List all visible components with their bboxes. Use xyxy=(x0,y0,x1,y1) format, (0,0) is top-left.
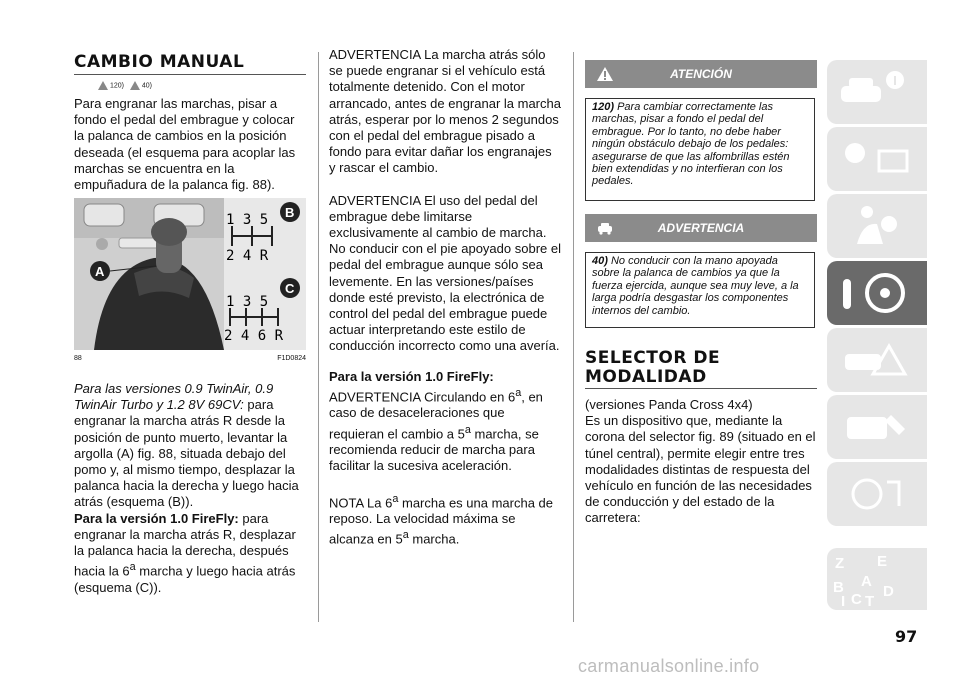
versions-label: Para las versiones 0.9 TwinAir, 0.9 TwinAir Turbo y 1.2 8V 69CV: xyxy=(74,381,274,413)
index-tab-safety[interactable] xyxy=(827,194,927,258)
letter-b: B xyxy=(833,579,844,596)
heading-line-2: MODALIDAD xyxy=(585,367,707,387)
column-3-bottom xyxy=(585,397,817,527)
letter-c: C xyxy=(851,591,862,608)
firefly-label: Para la versión 1.0 FireFly: xyxy=(74,510,239,526)
firefly-text-end: marcha y luego hacia atrás (esquema (C)). xyxy=(74,563,296,595)
attention-ref: 120) xyxy=(592,101,615,113)
warning-refs xyxy=(98,81,152,90)
subheading-firefly: Para la versión 1.0 FireFly: xyxy=(329,368,494,384)
heading-line-1: SELECTOR DE xyxy=(585,348,721,368)
column-1-bottom xyxy=(74,381,306,596)
warning-triangle-icon xyxy=(597,67,613,84)
car-warning-icon xyxy=(597,221,613,238)
note-sup-1: a xyxy=(392,492,399,505)
paragraph-engage-gears: Para engranar las marchas, pisar a fondo el pedal del embrague y colocar la palanca de cambios en la posición deseada (el esquema para acoplar las marchas se encuentra en la empuñadura de la palanca fig. 88). xyxy=(74,96,296,193)
text-c: marcha, se recomienda reducir de marcha para facilitar la sucesiva aceleración. xyxy=(329,425,539,474)
note-a: NOTA La 6 xyxy=(329,494,393,510)
ref-120: 120) xyxy=(110,82,125,90)
warning-header xyxy=(585,214,817,242)
paragraph-warning-clutch: ADVERTENCIA El uso del pedal del embrague debe limitarse exclusivamente al cambio de marcha. No conducir con el pie apoyado sobre el pedal del embrague aunque sólo sea levemente. En las versiones/países donde esté previsto, la electrónica de control del pedal del embrague puede actuar interpretando este estilo de conducción incorrecto como una avería. xyxy=(329,192,561,354)
firefly-text: para engranar la marcha atrás R, desplazar la palanca hacia la derecha, después hacia la 6 xyxy=(74,510,296,579)
note-b: marcha es una marcha de reposo. La velocidad máxima se alcanza en 5 xyxy=(329,494,554,547)
index-tab-car-info[interactable] xyxy=(827,60,927,124)
column-divider-2 xyxy=(573,52,574,622)
attention-text: Para cambiar correctamente las marchas, pisar a fondo el pedal del embrague. Por lo tanto, no debe haber ningún obstáculo debajo de los pedales: asegurarse de que las alfombrillas estén bien extendidas y no interfieran con los pedales. xyxy=(592,101,790,188)
index-tab-emergency[interactable] xyxy=(827,328,927,392)
selector-heading xyxy=(585,349,720,387)
gearshift-illustration xyxy=(74,198,306,350)
page-number: 97 xyxy=(895,627,918,646)
paragraph-selector: Es un dispositivo que, mediante la corona del selector fig. 89 (situado en el túnel central), permite elegir entre tres modalidades distintas de respuesta del vehículo en función de las necesidades de conducción y del estado de la carretera: xyxy=(585,413,816,526)
index-tab-multimedia[interactable] xyxy=(827,462,927,526)
figure-caption xyxy=(74,355,306,362)
letter-t: T xyxy=(865,593,875,610)
multimedia-icon xyxy=(827,462,927,526)
label-a: A xyxy=(95,264,105,279)
column-2 xyxy=(329,47,561,548)
attention-title: ATENCIÓN xyxy=(670,67,732,81)
column-divider-1 xyxy=(318,52,319,622)
letter-d: D xyxy=(883,583,894,600)
warning-title: ADVERTENCIA xyxy=(657,221,745,235)
warning-triangle-icon xyxy=(98,81,108,90)
warning-ref: 40) xyxy=(592,255,608,267)
section-title: CAMBIO MANUAL xyxy=(74,52,245,72)
label-b: B xyxy=(285,205,295,220)
sup-a: a xyxy=(129,561,136,574)
sup-2: a xyxy=(464,423,471,436)
maintenance-icon xyxy=(827,395,927,459)
figure-88 xyxy=(74,198,306,350)
index-tab-maintenance[interactable] xyxy=(827,395,927,459)
attention-header xyxy=(585,60,817,88)
note-c: marcha. xyxy=(408,531,460,547)
heading-rule xyxy=(585,388,817,389)
figure-code: F1D0824 xyxy=(277,355,306,362)
figure-number: 88 xyxy=(74,355,82,362)
warning-lights-icon xyxy=(827,127,927,191)
paragraph-warning-sixth xyxy=(329,385,561,475)
index-tab-alphabetical[interactable] xyxy=(827,548,927,610)
paragraph-firefly xyxy=(74,511,306,596)
pattern-b-bottom: 2 4 R xyxy=(226,248,269,264)
emergency-icon xyxy=(827,328,927,392)
alphabetical-index-icon xyxy=(827,548,927,610)
pattern-c-bottom: 2 4 6 R xyxy=(224,328,284,344)
letter-a: A xyxy=(861,573,872,590)
paragraph-reverse-versions xyxy=(74,381,306,511)
text-a: ADVERTENCIA Circulando en 6 xyxy=(329,389,516,405)
airbag-icon xyxy=(827,194,927,258)
label-c: C xyxy=(285,281,295,296)
letter-z: Z xyxy=(835,555,845,572)
letter-i: I xyxy=(841,593,846,610)
warning-box xyxy=(585,252,815,328)
paragraph-warning-reverse: ADVERTENCIA La marcha atrás sólo se puede engranar si el vehículo está totalmente detenido. Con el motor arrancado, antes de engranar la marcha atrás, esperar por lo menos 2 segundos con el pedal del embrague pisado a fondo para evitar dañar los engranajes y rascar el cambio. xyxy=(329,47,561,176)
watermark: carmanualsonline.info xyxy=(578,656,760,676)
car-warning-icon xyxy=(130,81,140,90)
versions-text: para engranar la marcha atrás R desde la posición de punto muerto, levantar la argolla (A) fig. 88, situada debajo del pomo y, al mismo tiempo, desplazar la palanca hacia la derecha y luego hacia atrás (esquema (B)). xyxy=(74,397,299,510)
sup-1: a xyxy=(515,386,522,399)
index-tab-lights-messages[interactable] xyxy=(827,127,927,191)
note-sup-2: a xyxy=(402,529,409,542)
title-rule xyxy=(74,74,306,75)
warning-text: No conducir con la mano apoyada sobre la palanca de cambios ya que la fuerza ejercida, aunque sea muy leve, a la larga podría desgastar los componentes internos del cambio. xyxy=(592,255,799,317)
text-b: , en caso de desaceleraciones que requieran el cambio a 5 xyxy=(329,389,543,441)
index-tab-driving[interactable] xyxy=(827,261,927,325)
pattern-c-top: 1 3 5 xyxy=(226,294,269,310)
paragraph-versions: (versiones Panda Cross 4x4) xyxy=(585,397,753,412)
paragraph-note xyxy=(329,491,561,548)
pattern-b-top: 1 3 5 xyxy=(226,212,269,228)
attention-box xyxy=(585,98,815,201)
car-info-icon xyxy=(827,60,927,124)
letter-e: E xyxy=(877,553,888,570)
ref-40: 40) xyxy=(141,82,152,90)
column-1-top xyxy=(74,96,306,193)
steering-wheel-icon xyxy=(827,261,927,325)
